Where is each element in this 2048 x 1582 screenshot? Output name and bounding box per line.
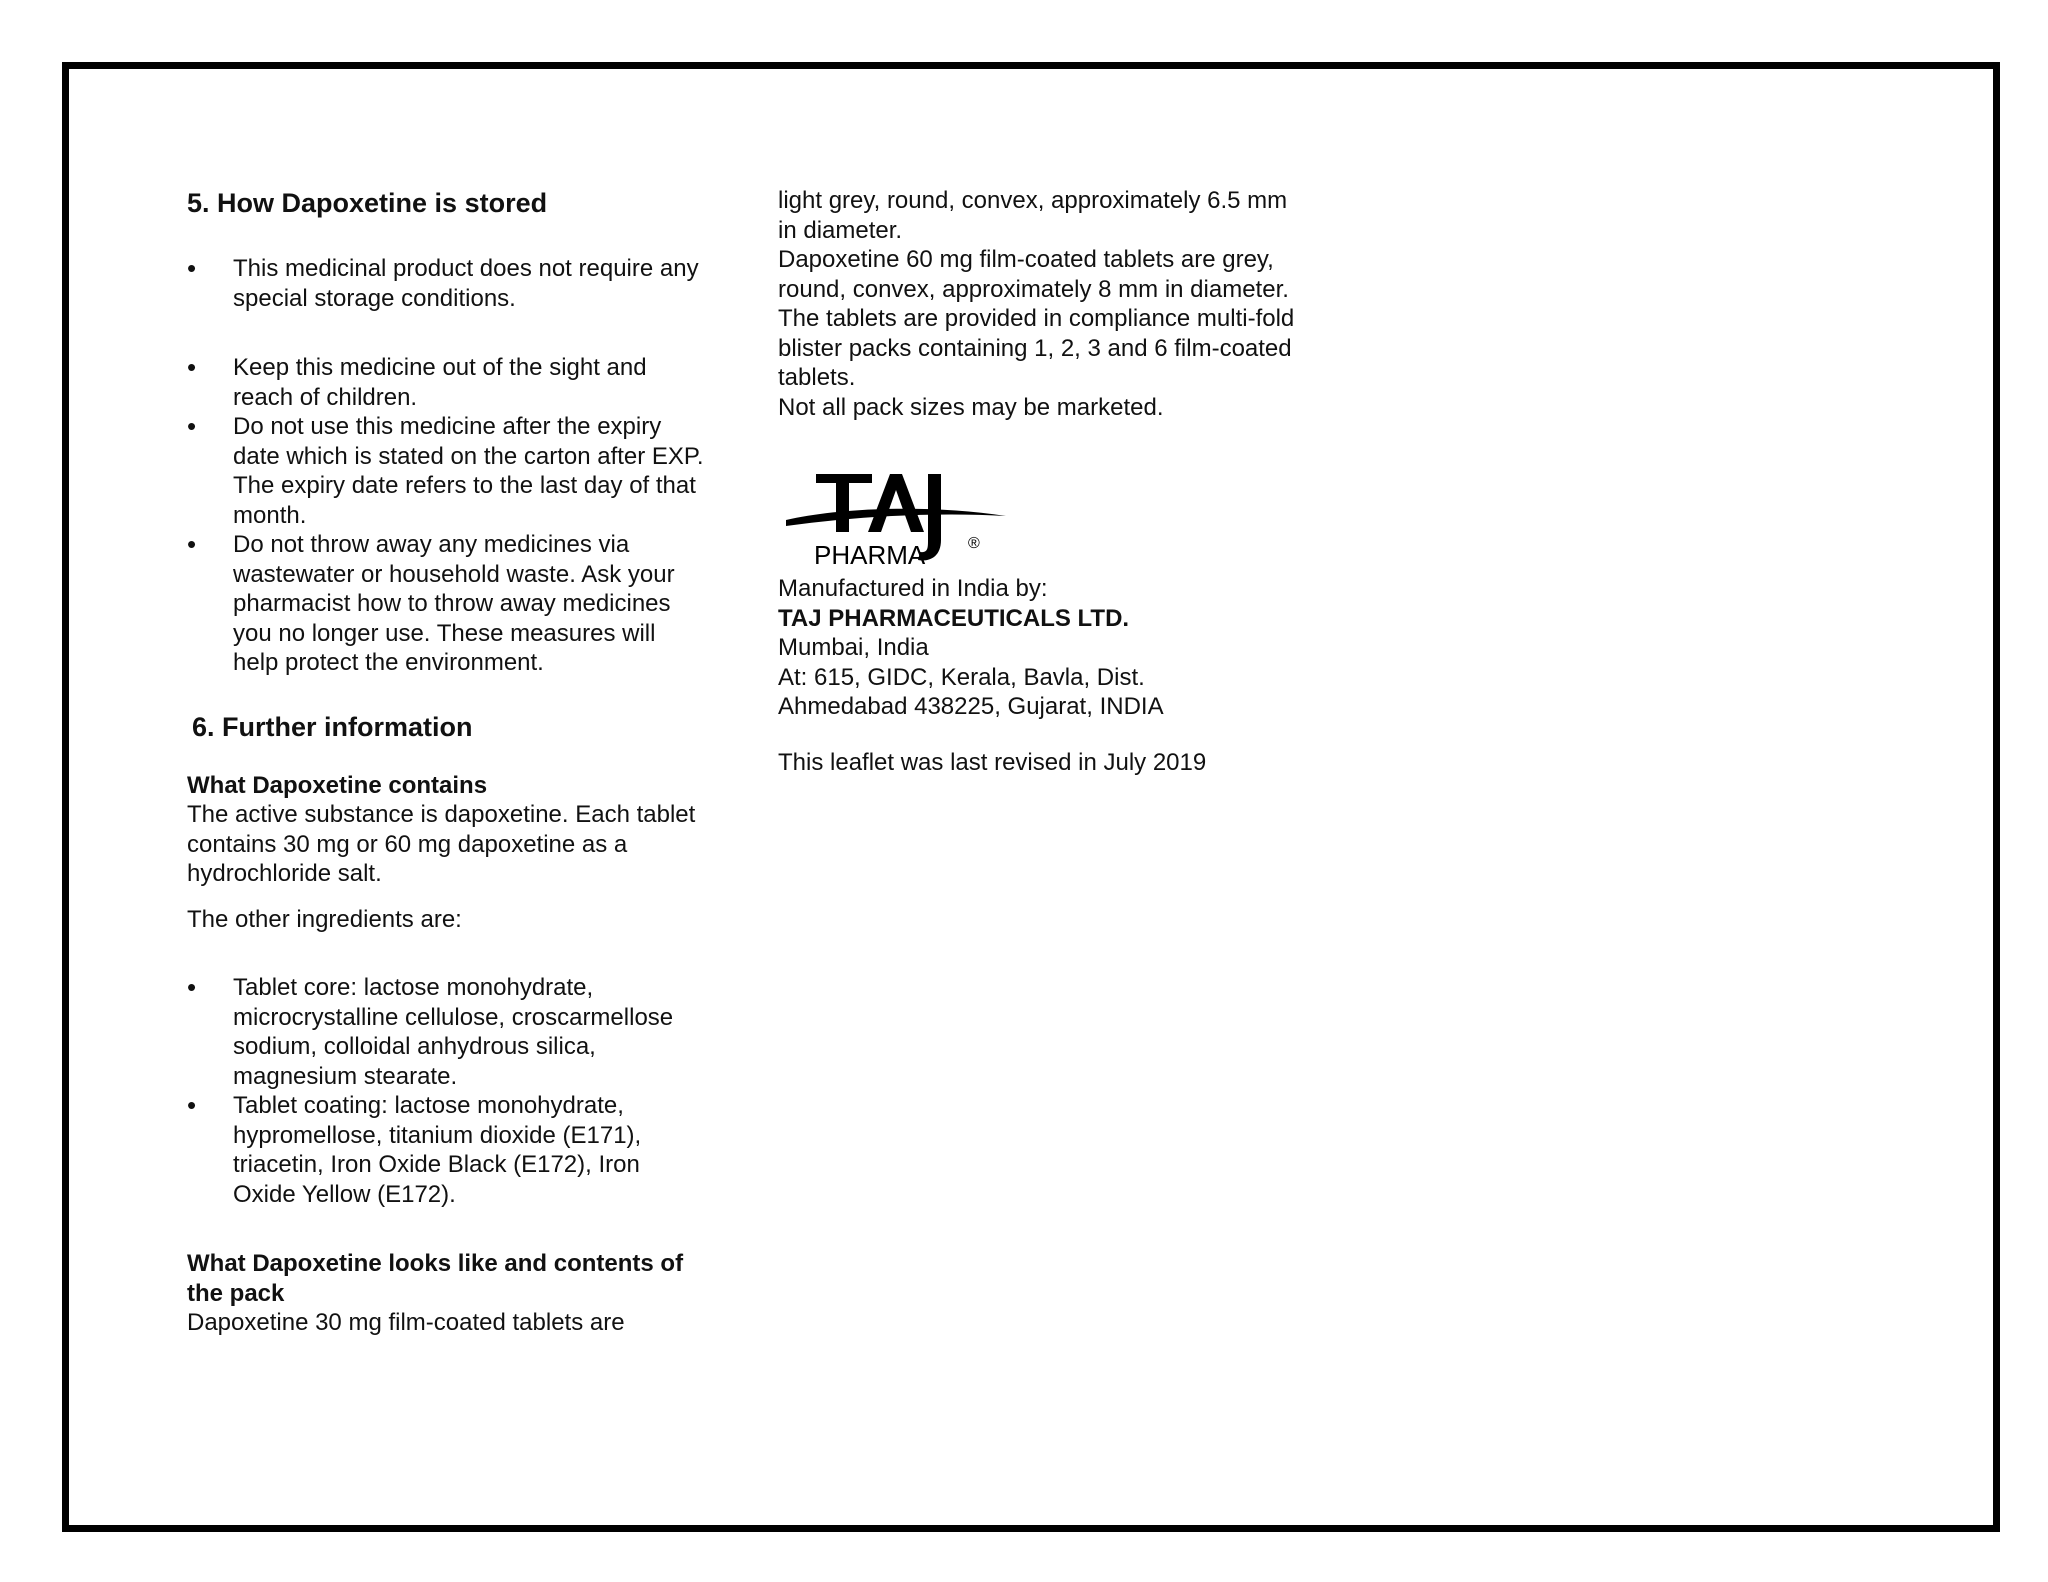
revision-date: This leaflet was last revised in July 2019 xyxy=(778,748,1207,776)
section5-heading: 5. How Dapoxetine is stored xyxy=(187,188,548,218)
looks-like-text: Dapoxetine 30 mg film-coated tablets are xyxy=(187,1309,625,1336)
svg-text:PHARMA: PHARMA xyxy=(814,540,926,568)
contains-heading: What Dapoxetine contains xyxy=(187,771,488,799)
taj-pharma-logo-icon xyxy=(778,468,1018,568)
contains-text: The active substance is dapoxetine. Each tablet contains 30 mg or 60 mg dapoxetine as a hydrochloride salt. xyxy=(187,801,696,887)
svg-text:®: ® xyxy=(968,535,980,552)
storage-list xyxy=(187,254,707,678)
storage-item: • Do not use this medicine after the expiry date which is stated on the carton after EXP. The expiry date refers to the last day of that month. xyxy=(187,412,707,530)
tablet-60mg-text: Dapoxetine 60 mg film-coated tablets are grey, round, convex, approximately 8 mm in diameter. xyxy=(778,246,1289,303)
looks-like-text-cont: light grey, round, convex, approximately 6.5 mm in diameter. xyxy=(778,187,1288,244)
ingredient-item: • Tablet coating: lactose monohydrate, hypromellose, titanium dioxide (E171), triacetin, Iron Oxide Black (E172), Iron Oxide Yellow (E172). xyxy=(187,1091,707,1209)
manufacturer-address1: At: 615, GIDC, Kerala, Bavla, Dist. xyxy=(778,663,1145,691)
looks-like-heading: What Dapoxetine looks like and contents of the pack xyxy=(187,1250,684,1307)
manufacturer-name: TAJ PHARMACEUTICALS LTD. xyxy=(778,604,1130,632)
right-column xyxy=(778,186,1298,777)
manufacturer-intro: Manufactured in India by: xyxy=(778,575,1048,602)
storage-item: • Do not throw away any medicines via wastewater or household waste. Ask your pharmacist how to throw away medicines you no longer use. These measures will help protect the environment. xyxy=(187,530,707,678)
manufacturer-city: Mumbai, India xyxy=(778,634,929,661)
other-ingredients-intro: The other ingredients are: xyxy=(187,905,462,933)
storage-item: • This medicinal product does not require any special storage conditions. xyxy=(187,254,707,313)
taj-pharma-logo xyxy=(778,468,1018,568)
section6-heading: 6. Further information xyxy=(192,711,473,742)
not-all-marketed-text: Not all pack sizes may be marketed. xyxy=(778,393,1164,421)
packs-text: The tablets are provided in compliance multi-fold blister packs containing 1, 2, 3 and 6 film-coated tablets. xyxy=(778,305,1295,391)
storage-item: • Keep this medicine out of the sight and reach of children. xyxy=(187,353,707,412)
manufacturer-address2: Ahmedabad 438225, Gujarat, INDIA xyxy=(778,693,1164,720)
ingredients-list xyxy=(187,973,707,1209)
ingredient-item: • Tablet core: lactose monohydrate, microcrystalline cellulose, croscarmellose sodium, colloidal anhydrous silica, magnesium stearate. xyxy=(187,973,707,1091)
left-column xyxy=(187,186,707,1338)
